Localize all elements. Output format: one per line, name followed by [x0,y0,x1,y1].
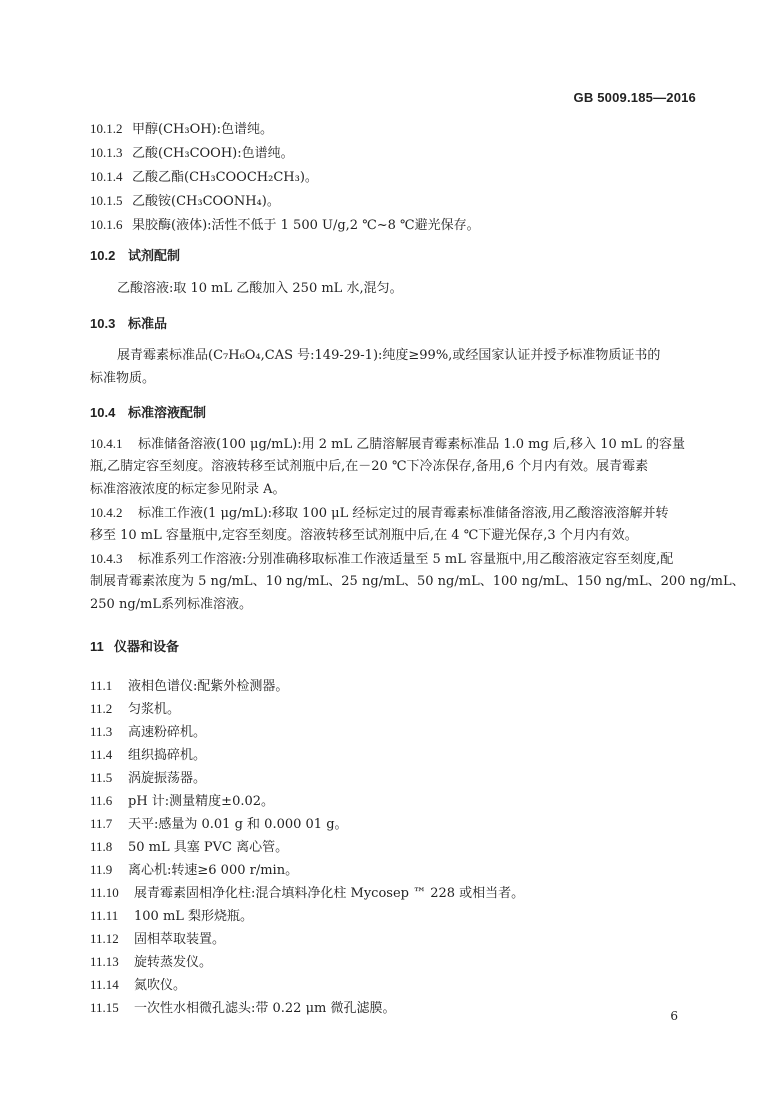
paragraph-line: 移至 10 mL 容量瓶中,定容至刻度。溶液转移至试剂瓶中后,在 4 ℃下避光保存,3 个月内有效。 [90,528,638,543]
item-number: 11.11 [90,908,119,923]
section-number: 10.4 [90,405,116,420]
item-text: pH 计:测量精度±0.02。 [128,794,275,809]
item-text: 旋转蒸发仪。 [134,955,213,970]
list-item [90,698,180,721]
section-heading [90,245,180,267]
item-number: 11.9 [90,862,113,877]
item-text: 一次性水相微孔滤头:带 0.22 μm 微孔滤膜。 [134,1001,396,1016]
item-text: 天平:感量为 0.01 g 和 0.000 01 g。 [128,817,348,832]
item-text: 离心机:转速≥6 000 r/min。 [128,863,299,878]
item-number: 11.3 [90,724,113,739]
item-text: 展青霉素固相净化柱:混合填料净化柱 Mycosep ™ 228 或相当者。 [134,886,525,901]
paragraph-line [90,502,668,525]
item-text: 组织捣碎机。 [128,748,207,763]
item-number: 10.4.2 [90,505,123,520]
item-text: 乙酸(CH₃COOH):色谱纯。 [132,146,294,161]
list-item [90,721,206,744]
list-item [90,767,206,790]
item-number: 10.1.5 [90,193,123,208]
paragraph-text: 标准系列工作溶液:分别准确移取标准工作液适量至 5 mL 容量瓶中,用乙酸溶液定容至刻度,配 [138,552,674,567]
list-item [90,190,280,213]
paragraph-line: 制展青霉素浓度为 5 ng/mL、10 ng/mL、25 ng/mL、50 ng/mL、100 ng/mL、150 ng/mL、200 ng/mL、 [90,574,745,589]
list-item [90,928,225,951]
item-text: 高速粉碎机。 [128,725,207,740]
list-item [90,166,318,189]
section-title: 标准溶液配制 [128,405,207,420]
item-text: 涡旋振荡器。 [128,771,207,786]
item-number: 11.15 [90,1000,119,1015]
item-number: 11.12 [90,931,119,946]
list-item [90,859,298,882]
item-number: 10.1.3 [90,145,123,160]
page-number: 6 [670,1009,678,1023]
item-text: 匀浆机。 [128,702,181,717]
list-item [90,813,348,836]
item-text: 乙酸乙酯(CH₃COOCH₂CH₃)。 [132,170,318,185]
item-number: 11.14 [90,977,119,992]
list-item [90,790,274,813]
item-text: 果胶酶(液体):活性不低于 1 500 U/g,2 ℃~8 ℃避光保存。 [132,218,480,233]
item-text: 液相色谱仪:配紫外检测器。 [128,679,289,694]
list-item [90,142,294,165]
standard-number: GB 5009.185—2016 [573,90,696,105]
item-number: 10.4.1 [90,436,123,451]
item-number: 11.7 [90,816,113,831]
item-number: 11.2 [90,701,113,716]
paragraph-line [90,548,673,571]
paragraph-line: 250 ng/mL系列标准溶液。 [90,597,252,612]
item-number: 11.1 [90,678,113,693]
paragraph: 乙酸溶液:取 10 mL 乙酸加入 250 mL 水,混匀。 [117,281,403,296]
section-number: 10.3 [90,316,116,331]
section-number: 11 [90,639,104,654]
section-heading [90,636,179,658]
item-text: 固相萃取装置。 [134,932,226,947]
item-text: 50 mL 具塞 PVC 离心管。 [128,840,289,855]
list-item [90,744,206,767]
list-item [90,997,396,1020]
section-heading [90,402,206,424]
item-text: 甲醇(CH₃OH):色谱纯。 [132,122,274,137]
section-heading [90,313,167,335]
section-title: 试剂配制 [128,248,181,263]
item-number: 10.1.6 [90,217,123,232]
paragraph-line [90,433,685,456]
item-text: 乙酸铵(CH₃COONH₄)。 [132,194,280,209]
list-item [90,882,524,905]
paragraph-text: 标准工作液(1 μg/mL):移取 100 μL 经标定过的展青霉素标准储备溶液,用乙酸溶液溶解并转 [138,506,669,521]
item-text: 氮吹仪。 [134,978,187,993]
list-item [90,951,212,974]
item-number: 11.8 [90,839,113,854]
section-title: 仪器和设备 [114,639,180,654]
paragraph-line: 标准物质。 [90,371,156,386]
list-item [90,836,288,859]
item-number: 11.5 [90,770,113,785]
item-number: 10.1.2 [90,121,123,136]
list-item [90,675,288,698]
item-number: 11.4 [90,747,113,762]
item-number: 11.6 [90,793,113,808]
list-item [90,974,186,997]
item-number: 11.13 [90,954,119,969]
item-number: 10.1.4 [90,169,123,184]
paragraph-line: 标准溶液浓度的标定参见附录 A。 [90,482,286,497]
item-text: 100 mL 梨形烧瓶。 [134,909,254,924]
item-number: 11.10 [90,885,119,900]
item-number: 10.4.3 [90,551,123,566]
section-number: 10.2 [90,248,116,263]
paragraph-text: 标准储备溶液(100 μg/mL):用 2 mL 乙腈溶解展青霉素标准品 1.0 mg 后,移入 10 mL 的容量 [138,437,685,452]
list-item [90,214,480,237]
paragraph-line: 瓶,乙腈定容至刻度。溶液转移至试剂瓶中后,在－20 ℃下冷冻保存,备用,6 个月内有效。展青霉素 [90,459,649,474]
list-item [90,118,273,141]
paragraph-line: 展青霉素标准品(C₇H₆O₄,CAS 号:149-29-1):纯度≥99%,或经国家认证并授予标准物质证书的 [117,348,661,363]
section-title: 标准品 [128,316,168,331]
list-item [90,905,253,928]
